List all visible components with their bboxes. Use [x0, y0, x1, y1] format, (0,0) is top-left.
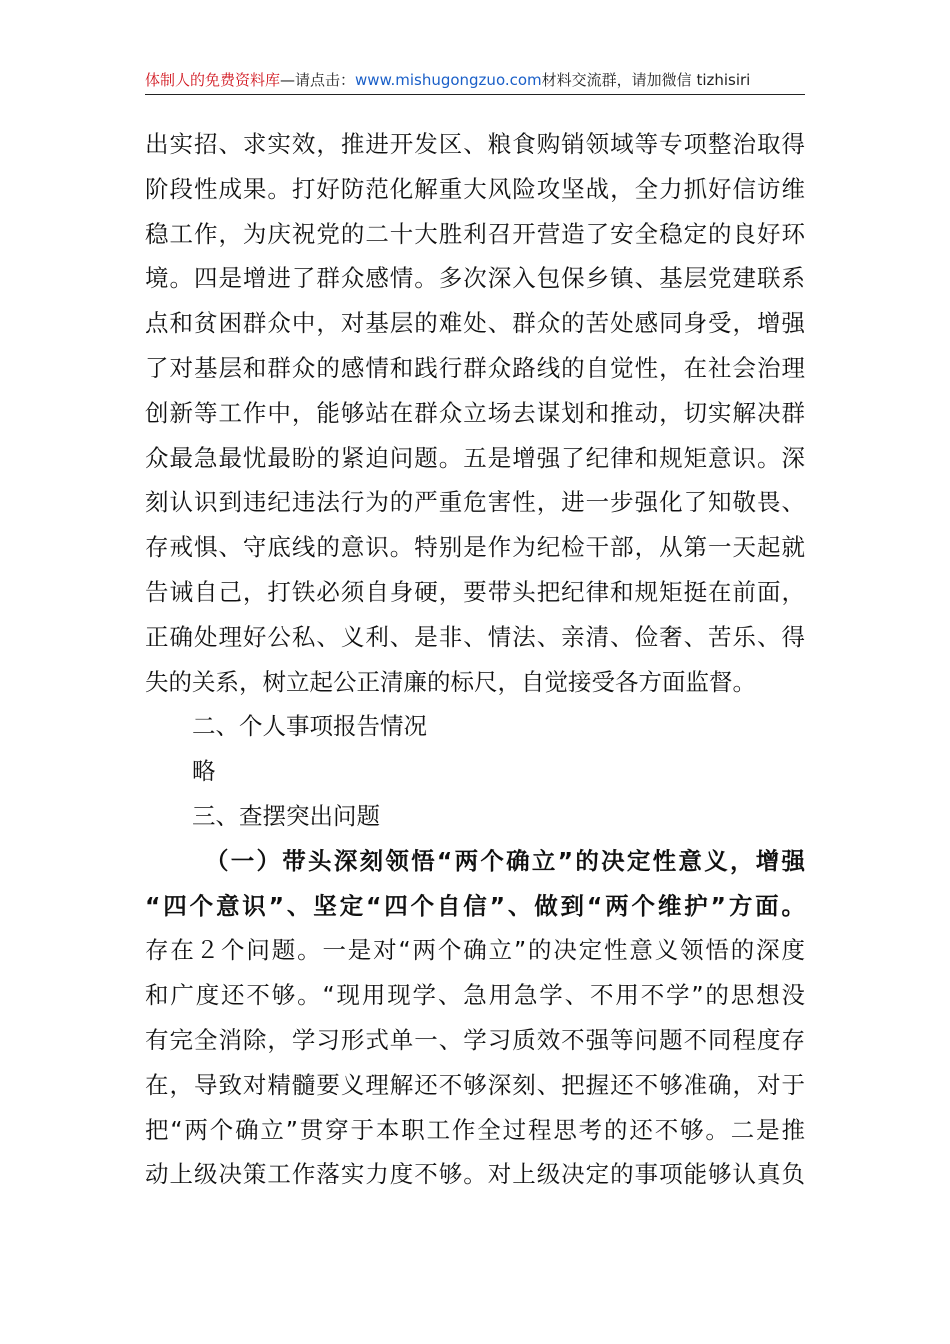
text-line: 存在２个问题。一是对“两个确立”的决定性意义领悟的深度	[145, 936, 805, 965]
text-line: 了对基层和群众的感情和践行群众路线的自觉性，在社会治理	[145, 353, 805, 382]
text-line: 有完全消除，学习形式单一、学习质效不强等问题不同程度存	[145, 1025, 805, 1054]
text-line: 把“两个确立”贯穿于本职工作全过程思考的还不够。二是推	[145, 1115, 805, 1144]
text-line: 稳工作，为庆祝党的二十大胜利召开营造了安全稳定的良好环	[145, 219, 805, 248]
header-brand: 体制人的免费资料库	[145, 71, 281, 89]
text-line: 告诫自己，打铁必须自身硬，要带头把纪律和规矩挺在前面，	[145, 577, 805, 606]
text-line: 失的关系，树立起公正清廉的标尺，自觉接受各方面监督。	[145, 667, 756, 696]
text-line: 动上级决策工作落实力度不够。对上级决定的事项能够认真负	[145, 1160, 805, 1189]
text-line: 境。四是增进了群众感情。多次深入包保乡镇、基层党建联系	[145, 264, 805, 293]
header-tail: 材料交流群，请加微信 tizhisiri	[541, 71, 751, 89]
section-heading: 二、个人事项报告情况	[192, 712, 427, 741]
text-line: 和广度还不够。“现用现学、急用急学、不用不学”的思想没	[145, 981, 805, 1010]
document-body	[145, 122, 805, 1197]
page-header	[145, 68, 805, 95]
subsection-heading: （一）带头深刻领悟“两个确立”的决定性意义，增强	[205, 846, 805, 875]
header-link[interactable]: www.mishugongzuo.com	[355, 71, 542, 89]
text-line: 正确处理好公私、义利、是非、情法、亲清、俭奢、苦乐、得	[145, 622, 805, 651]
subsection-heading: “四个意识”、坚定“四个自信”、做到“两个维护”方面。	[145, 891, 805, 920]
text-line: 存戒惧、守底线的意识。特别是作为纪检干部，从第一天起就	[145, 533, 805, 562]
header-separator: —请点击：	[280, 71, 356, 89]
text-line: 创新等工作中，能够站在群众立场去谋划和推动，切实解决群	[145, 398, 805, 427]
text-line: 刻认识到违纪违法行为的严重危害性，进一步强化了知敬畏、	[145, 488, 805, 517]
text-line: 在，导致对精髓要义理解还不够深刻、把握还不够准确，对于	[145, 1070, 805, 1099]
text-line: 点和贫困群众中，对基层的难处、群众的苦处感同身受，增强	[145, 309, 805, 338]
text-line: 众最急最忧最盼的紧迫问题。五是增强了纪律和规矩意识。深	[145, 443, 805, 472]
text-line: 略	[192, 757, 216, 786]
text-line: 阶段性成果。打好防范化解重大风险攻坚战，全力抓好信访维	[145, 174, 805, 203]
section-heading: 三、查摆突出问题	[192, 801, 380, 830]
text-line: 出实招、求实效，推进开发区、粮食购销领域等专项整治取得	[145, 130, 805, 158]
